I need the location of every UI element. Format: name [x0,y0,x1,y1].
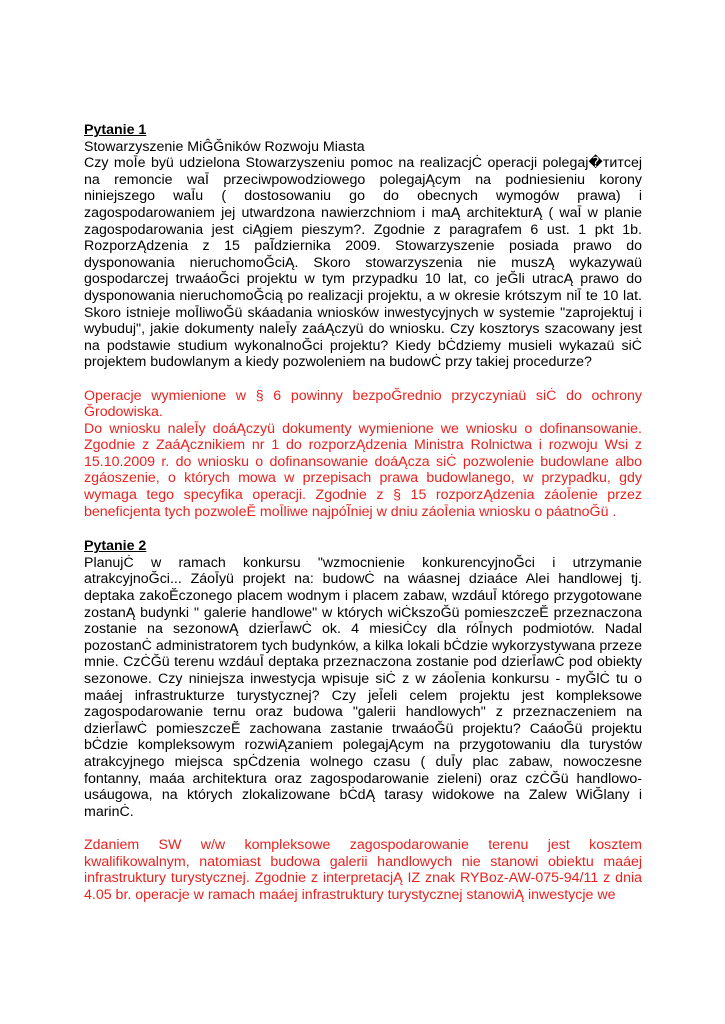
answer-1-paragraph-2: Do wniosku naleĪy doáĄczyü dokumenty wymienione we wniosku o dofinansowanie. Zgodnie z ZaáĄcznikiem nr 1 do rozporzĄdzenia Ministra Rolnictwa i rozwoju Wsi z 15.10.2009 r. do wniosku o dofinansowanie doáĄcza siĊ pozwolenie budowlane albo zgáoszenie, o których mowa w przepisach prawa budowlanego, w przypadku, gdy wymaga tego specyfika operacji. Zgodnie z § 15 rozporzĄdzenia záoĪenie przez beneficjenta tych pozwoleĔ moĪliwe najpóĨniej w dniu záoĪenia wniosku o páatnoĞü . [84,420,642,520]
question-2-text: PlanujĊ w ramach konkursu "wzmocnienie konkurencyjnoĞci i utrzymanie atrakcyjnoĞci... ZáoĪyü projekt na: budowĊ na wáasnej dziaáce Alei handlowej tj. deptaka zakoĔczonego placem wodnym i placem zabaw, wzdáuĪ którego przygotowane zostanĄ budynki " galerie handlowe" w których wiĊkszoĞü pomieszczeĔ przeznaczona zostanie na sezonowĄ dzierĪawĊ ok. 4 miesiĊcy dla róĪnych podmiotów. Nadal pozostanĊ administratorem tych budynków, a kilka lokali bĊdzie wykorzystywana przeze mnie. CzĊĞü terenu wzdáuĪ deptaka przeznaczona zostanie pod dzierĪawĊ pod obiekty sezonowe. Czy niniejsza inwestycja wpisuje siĊ z w záoĪenia konkursu - myĞlĊ tu o maáej infrastrukturze turystycznej? Czy jeĪeli celem projektu jest kompleksowe zagospodarowanie ternu oraz budowa "galerii handlowych" z przeznaczeniem na dzierĪawĊ pomieszczeĔ zachowana zastanie trwaáoĞü projektu? CaáoĞü projektu bĊdzie kompleksowym rozwiĄzaniem polegajĄcym na przygotowaniu dla turystów atrakcyjnego miejsca spĊdzenia wolnego czasu ( duĪy plac zabaw, nowoczesne fontanny, maáa architektura oraz zagospodarowanie zieleni) oraz czĊĞü handlowo-usáugowa, na których zlokalizowane bĊdĄ tarasy widokowe na Zalew WiĞlany i marinĊ. [84,554,642,820]
document-body [84,122,642,903]
question-1-organization: Stowarzyszenie MiĜĞników Rozwoju Miasta [84,138,365,155]
question-2-heading: Pytanie 2 [84,538,147,555]
answer-1-paragraph-1: Operacje wymienione w § 6 powinny bezpoĞrednio przyczyniaü siĊ do ochrony Ğrodowiska. [84,387,642,421]
question-1-heading: Pytanie 1 [84,122,147,138]
answer-2-paragraph-1: Zdaniem SW w/w kompleksowe zagospodarowanie terenu jest kosztem kwalifikowalnym, natomiast budowa galerii handlowych nie stanowi obiektu maáej infrastruktury turystycznej. Zgodnie z interpretacjĄ IZ znak RYBoz-AW-075-94/11 z dnia 4.05 br. operacje w ramach maáej infrastruktury turystycznej stanowiĄ inwestycje we [84,836,642,903]
question-1-text: Czy moĪe byü udzielona Stowarzyszeniu pomoc na realizacjĊ operacji polegaj�титcej na remoncie waĪ przeciwpowodziowego polegajĄcym na podniesieniu korony niniejszego waĪu ( dostosowaniu go do obecnych wymogów prawa) i zagospodarowaniem jej utwardzona nawierzchniom i maĄ architekturĄ ( waĪ w planie zagospodarowania jest ciĄgiem pieszym?. Zgodnie z paragrafem 6 ust. 1 pkt 1b. RozporzĄdzenia z 15 paĨdziernika 2009. Stowarzyszenie posiada prawo do dysponowania nieruchomoĞciĄ. Skoro stowarzyszenia nie muszĄ wykazywaü gospodarczej trwaáoĞci projektu w tym przypadku 10 lat, co jeĞli utracĄ prawo do dysponowania nieruchomoĞcią po realizacji projektu, a w okresie krótszym niĪ te 10 lat. Skoro istnieje moĪliwoĞü skáadania wniosków inwestycyjnych w systemie "zaprojektuj i wybuduj", jakie dokumenty naleĪy zaáĄczyü do wniosku. Czy kosztorys szacowany jest na podstawie studium wykonalnoĞci projektu? Kiedy bĊdziemy musieli wykazaü siĊ projektem budowlanym a kiedy pozwoleniem na budowĊ przy takiej procedurze? [84,155,642,371]
